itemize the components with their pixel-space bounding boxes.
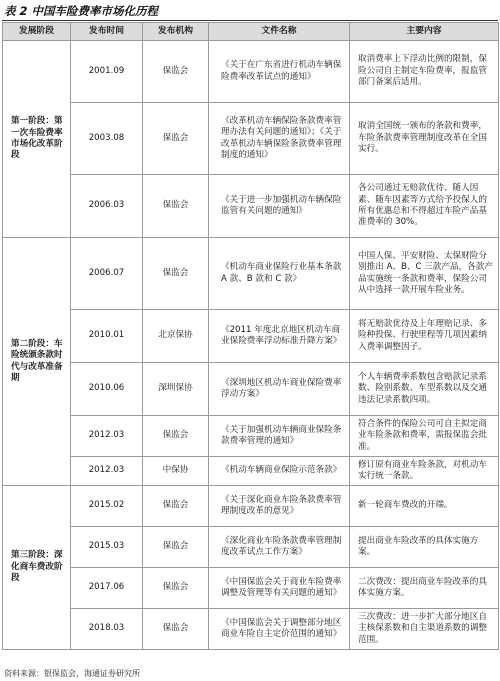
table-row	[3, 41, 499, 103]
row-date: 2015.02	[71, 486, 143, 527]
row-date: 2003.08	[71, 103, 143, 175]
row-date: 2012.03	[71, 457, 143, 486]
header-content: 主要内容	[350, 23, 499, 41]
table-row	[3, 238, 499, 310]
row-content: 取消全国统一颁布的条款和费率，车险条款费率管理制度改革在全国实行。	[350, 103, 499, 175]
row-content: 将无赔款优待及上年理赔记录、多险种投保、行驶里程等几项因素纳入费率调整因子。	[350, 310, 499, 363]
row-agency: 保监会	[143, 238, 209, 310]
table-row	[3, 568, 499, 609]
row-content: 新一轮商车费改的开端。	[350, 486, 499, 527]
row-date: 2017.06	[71, 568, 143, 609]
phase-2-cell: 第二阶段：车险统颁条款时代与改革准备期	[3, 238, 71, 486]
row-agency: 中保协	[143, 457, 209, 486]
table-row	[3, 457, 499, 486]
row-doc: 《关于在广东省进行机动车辆保险费率改革试点的通知》	[209, 41, 350, 103]
row-agency: 保监会	[143, 175, 209, 238]
row-date: 2001.09	[71, 41, 143, 103]
row-content: 修订原有商业车险条款，对机动车实行统一条款。	[350, 457, 499, 486]
source-note: 资料来源：银保监会，海通证券研究所	[4, 669, 140, 678]
table-row	[3, 486, 499, 527]
row-doc: 《深圳地区机动车商业保险费率浮动方案》	[209, 363, 350, 416]
row-content: 取消费率上下浮动比例的限制，保险公司自主制定车险费率，报监管部门备案后适用。	[350, 41, 499, 103]
phase-3-cell: 第三阶段：深化商车费改阶段	[3, 486, 71, 650]
table-title: 表 2 中国车险费率市场化历程	[4, 4, 159, 18]
row-agency: 保监会	[143, 103, 209, 175]
row-doc: 《关于加强机动车辆商业保险条款费率管理的通知》	[209, 416, 350, 457]
title-rule	[2, 20, 498, 21]
row-agency: 保监会	[143, 41, 209, 103]
row-content: 符合条件的保险公司可自主拟定商业车险条款和费率，需报保监会批准。	[350, 416, 499, 457]
row-content: 中国人保、平安财险、太保财险分别推出 A、B、C 三款产品，各款产品实施统一条款和费率，保险公司从中选择一款开展车险业务。	[350, 238, 499, 310]
row-content: 个人车辆费率系数包含赔款记录系数、险别系数、车型系数以及交通违法记录系数四项。	[350, 363, 499, 416]
table-row	[3, 416, 499, 457]
table-row	[3, 609, 499, 650]
header-agency: 发布机构	[143, 23, 209, 41]
row-date: 2018.03	[71, 609, 143, 650]
row-date: 2015.03	[71, 527, 143, 568]
row-doc: 《关于深化商业车险条款费率管理制度改革的意见》	[209, 486, 350, 527]
phase-1-cell: 第一阶段：第一次车险费率市场化改革阶段	[3, 41, 71, 238]
row-date: 2006.07	[71, 238, 143, 310]
table-row	[3, 363, 499, 416]
row-date: 2010.06	[71, 363, 143, 416]
header-date: 发布时间	[71, 23, 143, 41]
row-doc: 《改革机动车辆保险条款费率管理办法有关问题的通知》；《关于改革机动车辆保险条款费率管理制度的通知》	[209, 103, 350, 175]
row-doc: 《2011 年度北京地区机动车商业保险费率浮动标准升降方案》	[209, 310, 350, 363]
table-row	[3, 175, 499, 238]
row-doc: 《中国保监会关于调整部分地区商业车险自主定价范围的通知》	[209, 609, 350, 650]
row-doc: 《机动车辆商业保险示范条款》	[209, 457, 350, 486]
row-content: 各公司通过无赔款优待、随人因素、随车因素等方式给予投保人的所有优惠总和不得超过车险产品基准费率的 30%。	[350, 175, 499, 238]
header-phase: 发展阶段	[3, 23, 71, 41]
row-agency: 深圳保协	[143, 363, 209, 416]
row-doc: 《深化商业车险条款费率管理制度改革试点工作方案》	[209, 527, 350, 568]
row-content: 三次费改：进一步扩大部分地区自主核保系数和自主渠道系数的调整范围。	[350, 609, 499, 650]
header-row	[3, 23, 499, 41]
row-agency: 保监会	[143, 609, 209, 650]
row-content: 二次费改：提出商业车险改革的具体实施方案。	[350, 568, 499, 609]
row-agency: 保监会	[143, 486, 209, 527]
row-doc: 《中国保监会关于商业车险费率调整及管理等有关问题的通知》	[209, 568, 350, 609]
fee-reform-table	[2, 22, 499, 650]
table-row	[3, 103, 499, 175]
row-content: 提出商业车险改革的具体实施方案。	[350, 527, 499, 568]
table-row	[3, 527, 499, 568]
row-agency: 保监会	[143, 416, 209, 457]
row-agency: 北京保协	[143, 310, 209, 363]
row-date: 2006.03	[71, 175, 143, 238]
row-date: 2010.01	[71, 310, 143, 363]
row-doc: 《机动车商业保险行业基本条款 A 款、B 款和 C 款》	[209, 238, 350, 310]
row-agency: 保监会	[143, 527, 209, 568]
row-doc: 《关于进一步加强机动车辆保险监管有关问题的通知》	[209, 175, 350, 238]
header-doc: 文件名称	[209, 23, 350, 41]
table-row	[3, 310, 499, 363]
row-agency: 保监会	[143, 568, 209, 609]
row-date: 2012.03	[71, 416, 143, 457]
